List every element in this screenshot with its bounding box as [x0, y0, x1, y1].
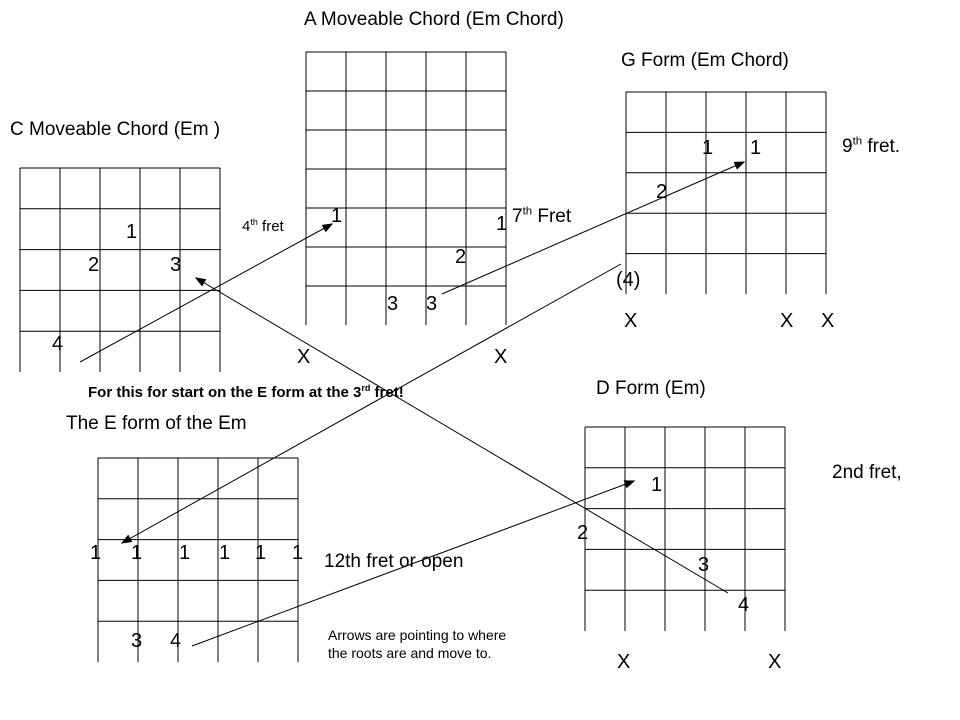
second-fret-label: 2nd fret, [832, 462, 902, 483]
d-form-title: D Form (Em) [596, 378, 706, 399]
g-form-title: G Form (Em Chord) [621, 50, 789, 71]
arrow-d-to-c [196, 278, 728, 593]
twelfth-fret-label: 12th fret or open [324, 551, 464, 572]
a-finger-1-high: 1 [496, 213, 508, 235]
arrow-c-to-a [80, 224, 332, 362]
arrow-a-to-g-head [734, 162, 744, 169]
seventh-fret-label: 7th Fret [512, 205, 572, 227]
d-finger-1: 1 [651, 474, 663, 496]
e-finger-1c: 1 [179, 542, 191, 564]
a-chord-grid [306, 52, 506, 325]
d-mute-2: X [768, 651, 782, 673]
arrow-d-to-c-head [196, 278, 206, 286]
instruction-text: For this for start on the E form at the 3rd fret! [88, 383, 404, 401]
arrow-e-to-d-head [624, 481, 634, 488]
c-finger-2: 2 [88, 254, 100, 276]
a-moveable-title: A Moveable Chord (Em Chord) [304, 9, 564, 30]
d-chord-grid [585, 427, 785, 631]
g-finger-4: (4) [616, 269, 641, 291]
g-mute-2: X [780, 310, 794, 332]
e-chord-grid [98, 458, 298, 662]
g-finger-2: 2 [656, 181, 668, 203]
g-finger-1b: 1 [750, 137, 762, 159]
e-finger-1e: 1 [255, 542, 267, 564]
arrow-a-to-g [442, 162, 744, 294]
e-finger-1a: 1 [90, 542, 102, 564]
c-finger-4: 4 [52, 333, 64, 355]
c-chord-grid [20, 168, 220, 372]
e-finger-3: 3 [131, 630, 143, 652]
arrow-g-to-e [122, 264, 621, 543]
ninth-fret-label: 9th fret. [842, 135, 901, 157]
e-finger-1b: 1 [131, 542, 143, 564]
a-finger-3a: 3 [387, 293, 399, 315]
g-mute-3: X [821, 310, 835, 332]
e-finger-1d: 1 [219, 542, 231, 564]
d-finger-2: 2 [577, 522, 589, 544]
a-finger-3b: 3 [426, 293, 438, 315]
c-moveable-title: C Moveable Chord (Em ) [10, 119, 221, 140]
d-finger-4: 4 [738, 594, 750, 616]
e-finger-4: 4 [170, 630, 182, 652]
arrows-note-line2: the roots are and move to. [328, 645, 492, 661]
c-finger-1: 1 [126, 221, 138, 243]
a-finger-1-low: 1 [331, 205, 343, 227]
g-mute-1: X [624, 310, 638, 332]
arrows-note-line1: Arrows are pointing to where [328, 627, 507, 643]
e-form-title: The E form of the Em [66, 413, 247, 434]
c-finger-3: 3 [170, 254, 182, 276]
a-mute-high: X [494, 346, 508, 368]
d-mute-1: X [617, 651, 631, 673]
a-mute-low: X [297, 346, 311, 368]
a-finger-2: 2 [455, 246, 467, 268]
e-finger-1f: 1 [292, 542, 304, 564]
g-finger-1a: 1 [702, 137, 714, 159]
arrows-note [328, 626, 506, 662]
d-finger-3: 3 [698, 554, 710, 576]
fourth-fret-label: 4th fret [242, 217, 284, 235]
